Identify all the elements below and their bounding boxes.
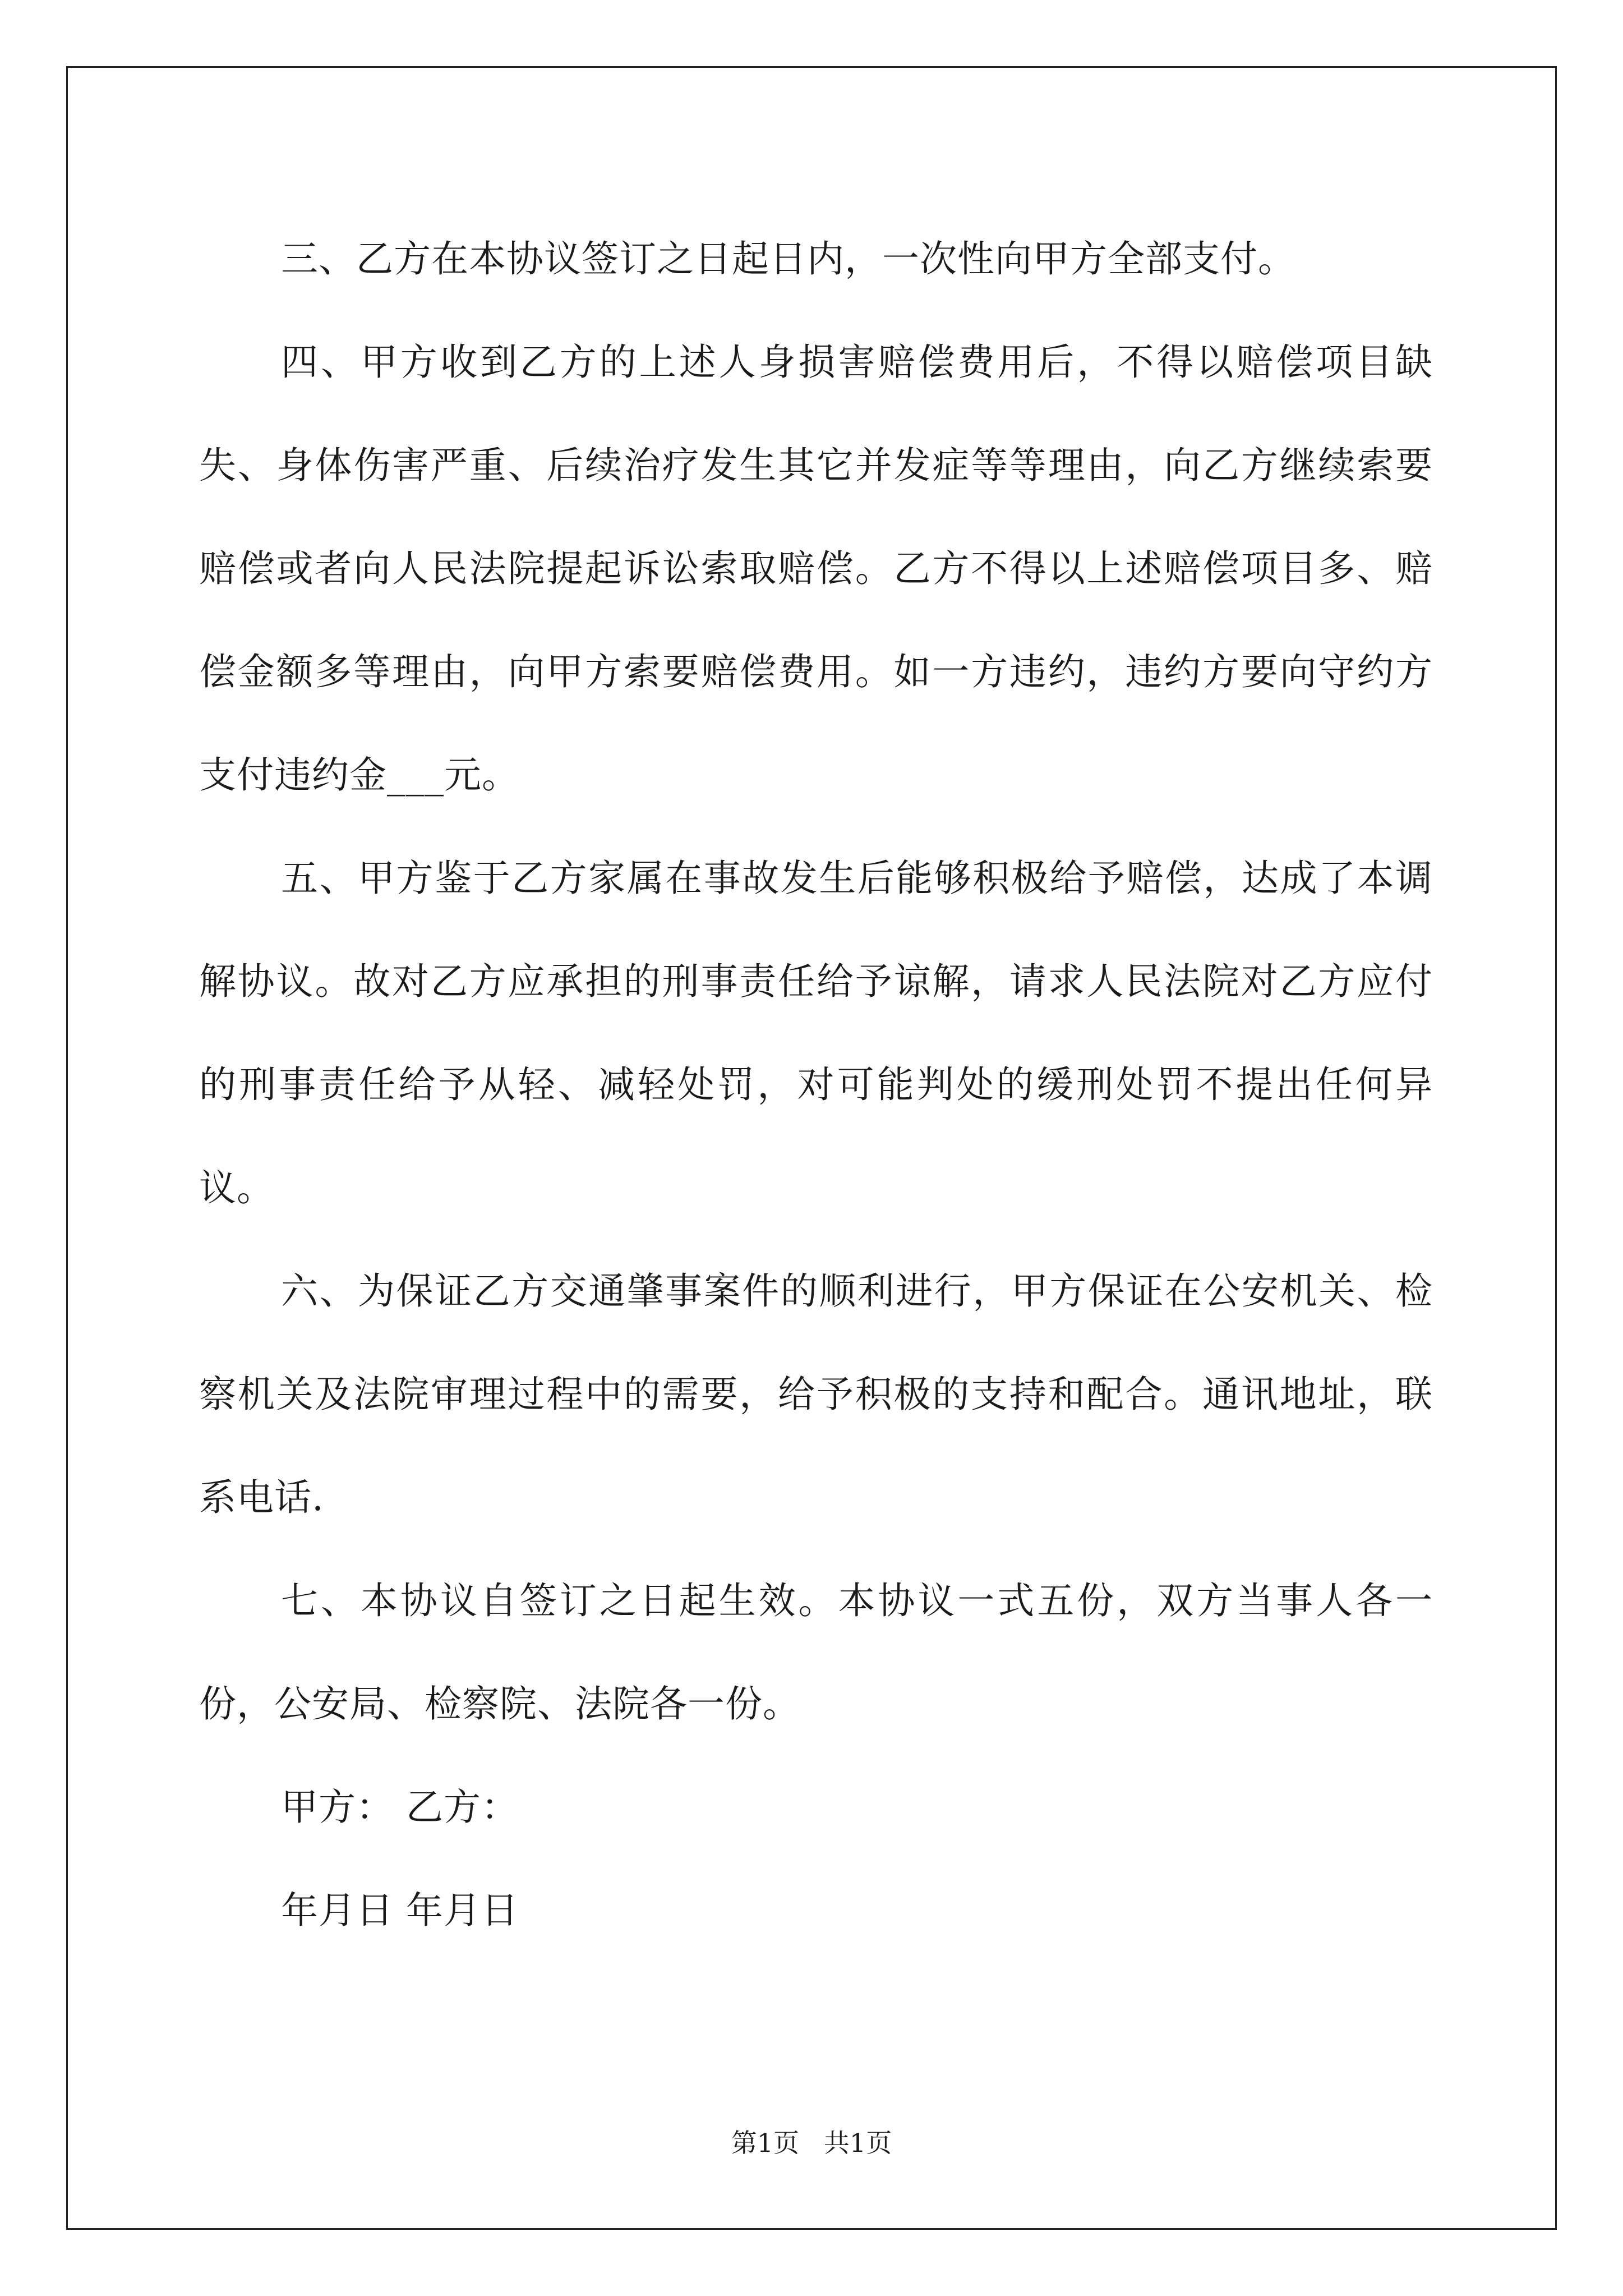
document-body — [199, 208, 1433, 1962]
clause-six: 六、为保证乙方交通肇事案件的顺利进行，甲方保证在公安机关、检察机关及法院审理过程中的需要，给予积极的支持和配合。通讯地址，联系电话. — [199, 1269, 1433, 1519]
clause-five: 五、甲方鉴于乙方家属在事故发生后能够积极给予赔偿，达成了本调解协议。故对乙方应承担的刑事责任给予谅解，请求人民法院对乙方应付的刑事责任给予从轻、减轻处罚，对可能判处的缓刑处罚不提出任何异议。 — [199, 857, 1433, 1209]
signature-dates: 年月日 年月日 — [281, 1889, 519, 1932]
page-number-footer: 第1页 共1页 — [731, 2128, 892, 2158]
clause-four: 四、甲方收到乙方的上述人身损害赔偿费用后，不得以赔偿项目缺失、身体伤害严重、后续治疗发生其它并发症等等理由，向乙方继续索要赔偿或者向人民法院提起诉讼索取赔偿。乙方不得以上述赔偿项目多、赔偿金额多等理由，向甲方索要赔偿费用。如一方违约，违约方要向守约方支付违约金___元。 — [199, 341, 1433, 797]
signature-parties: 甲方： 乙方： — [281, 1786, 519, 1829]
clause-three: 三、乙方在本协议签订之日起日内，一次性向甲方全部支付。 — [281, 237, 1295, 280]
clause-seven: 七、本协议自签订之日起生效。本协议一式五份，双方当事人各一份，公安局、检察院、法院各一份。 — [199, 1579, 1433, 1726]
